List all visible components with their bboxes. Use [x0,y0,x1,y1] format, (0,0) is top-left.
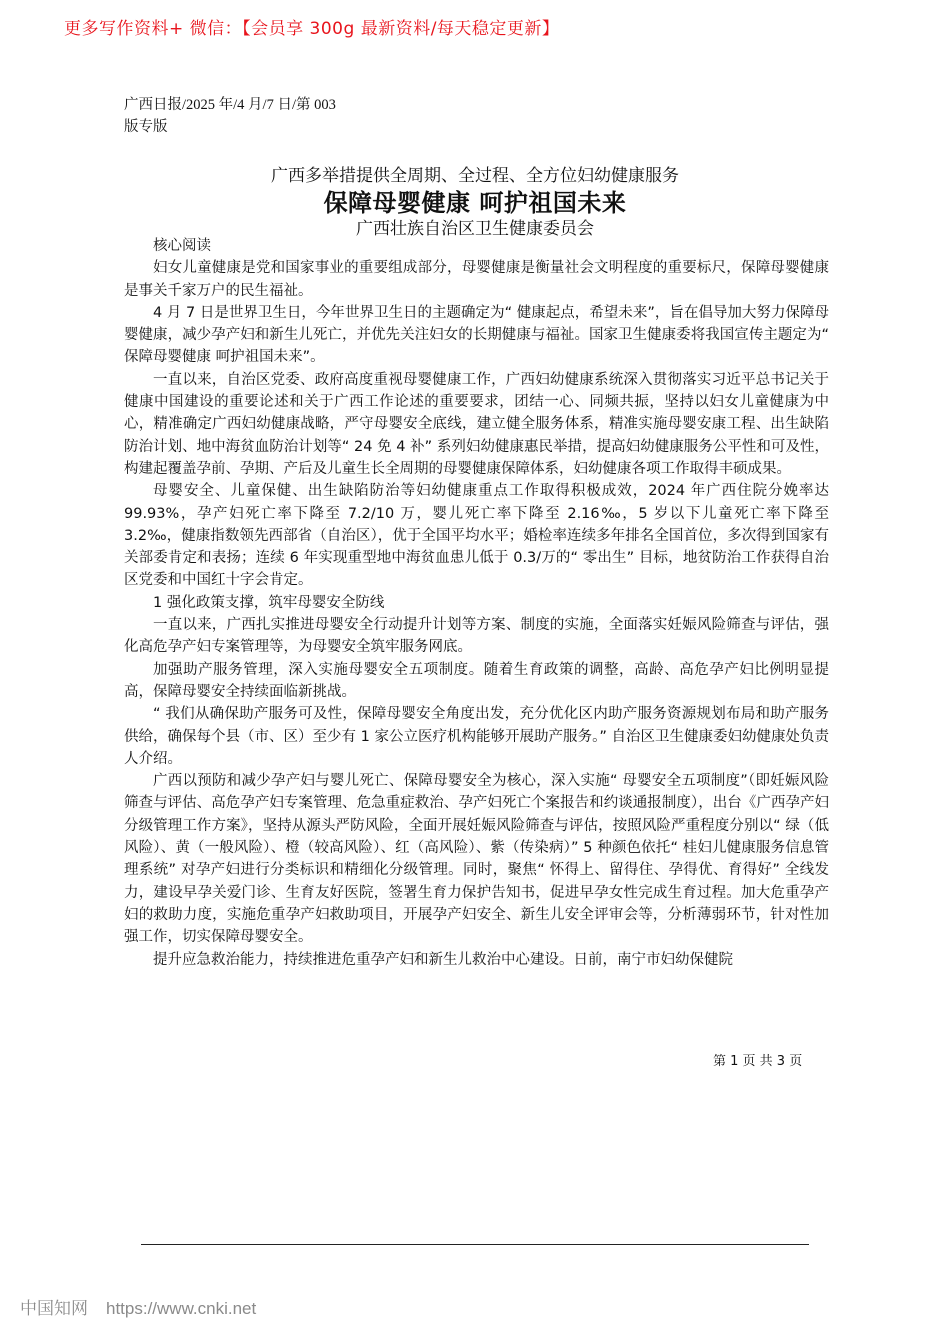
page-indicator: 第 1 页 共 3 页 [713,1054,803,1069]
article-body [124,235,829,971]
source-line: 广西日报/2025 年/4 月/7 日/第 003 [124,97,336,113]
watermark-url: https://www.cnki.net [106,1299,257,1318]
source-info [124,94,336,138]
source-line-2: 版专版 [124,119,168,135]
section-label-core-reading: 核心阅读 [153,238,211,254]
article-kicker: 广西多举措提供全周期、全过程、全方位妇幼健康服务 [271,166,679,186]
paragraph: 4 月 7 日是世界卫生日，今年世界卫生日的主题确定为“ 健康起点，希望未来”，旨在倡导加大努力保障母婴健康，减少孕产妇和新生儿死亡，并优先关注妇女的长期健康与福祉。国家卫生健康委将我国宣传主题定为“ 保障母婴健康 呵护祖国未来”。 [124,304,829,366]
paragraph: 加强助产服务管理，深入实施母婴安全五项制度。随着生育政策的调整，高龄、高危孕产妇比例明显提高，保障母婴安全持续面临新挑战。 [124,661,829,700]
footer-divider [141,1244,809,1245]
paragraph: 一直以来，自治区党委、政府高度重视母婴健康工作，广西妇幼健康系统深入贯彻落实习近平总书记关于健康中国建设的重要论述和关于广西工作论述的重要要求，团结一心、同频共振，坚持以妇女儿童健康为中心，精准确定广西妇幼健康战略，严守母婴安全底线，建立健全服务体系，精准实施母婴安康工程、出生缺陷防治计划、地中海贫血防治计划等“ 24 免 4 补” 系列妇幼健康惠民举措，提高妇幼健康服务公平性和可及性，构建起覆盖孕前、孕期、产后及儿童生长全周期的母婴健康保障体系，妇幼健康各项工作取得丰硕成果。 [124,371,829,477]
watermark-name: 中国知网 [20,1299,88,1319]
article-title: 保障母婴健康 呵护祖国未来 [323,189,627,217]
article-author: 广西壮族自治区卫生健康委员会 [356,219,594,239]
paragraph: 母婴安全、儿童保健、出生缺陷防治等妇幼健康重点工作取得积极成效，2024 年广西住院分娩率达 99.93%，孕产妇死亡率下降至 7.2/10 万，婴儿死亡率下降至 2.16‰，5 岁以下儿童死亡率下降至 3.2‰，健康指数领先西部省（自治区），优于全国平均水平；婚检率连续多年排名全国首位，多次得到国家有关部委肯定和表扬；连续 6 年实现重型地中海贫血患儿低于 0.3/万的“ 零出生” 目标，地贫防治工作获得自治区党委和中国红十字会肯定。 [124,483,829,589]
paragraph: 妇女儿童健康是党和国家事业的重要组成部分，母婴健康是衡量社会文明程度的重要标尺，保障母婴健康是事关千家万户的民生福祉。 [124,260,829,299]
section-heading: 1 强化政策支撑，筑牢母婴安全防线 [153,594,385,611]
cnki-watermark [20,1294,256,1319]
paragraph: 一直以来，广西扎实推进母婴安全行动提升计划等方案、制度的实施，全面落实妊娠风险筛查与评估，强化高危孕产妇专案管理等，为母婴安全筑牢服务网底。 [124,617,829,656]
paragraph: 广西以预防和减少孕产妇与婴儿死亡、保障母婴安全为核心，深入实施“ 母婴安全五项制度”（即妊娠风险筛查与评估、高危孕产妇专案管理、危急重症救治、孕产妇死亡个案报告和约谈通报制度），出台《广西孕产妇分级管理工作方案》，坚持从源头严防风险，全面开展妊娠风险筛查与评估，按照风险严重程度分别以“ 绿（低风险）、黄（一般风险）、橙（较高风险）、红（高风险）、紫（传染病）” 5 种颜色依托“ 桂妇儿健康服务信息管理系统” 对孕产妇进行分类标识和精细化分级管理。同时，聚焦“ 怀得上、留得住、孕得优、育得好” 全线发力，建设早孕关爱门诊、生育友好医院，签署生育力保护告知书，促进早孕女性完成生育过程。加大危重孕产妇的救助力度，实施危重孕产妇救助项目，开展孕产妇安全、新生儿安全评审会等，分析薄弱环节，针对性加强工作，切实保障母婴安全。 [124,773,829,946]
paragraph: 提升应急救治能力，持续推进危重孕产妇和新生儿救治中心建设。日前，南宁市妇幼保健院 [153,951,733,968]
paragraph: “ 我们从确保助产服务可及性，保障母婴安全角度出发，充分优化区内助产服务资源规划布局和助产服务供给，确保每个县（市、区）至少有 1 家公立医疗机构能够开展助产服务。” 自治区卫生健康委妇幼健康处负责人介绍。 [124,706,829,767]
promo-banner: 更多写作资料+ 微信：【会员享 300g 最新资料/每天稳定更新】 [64,19,560,39]
